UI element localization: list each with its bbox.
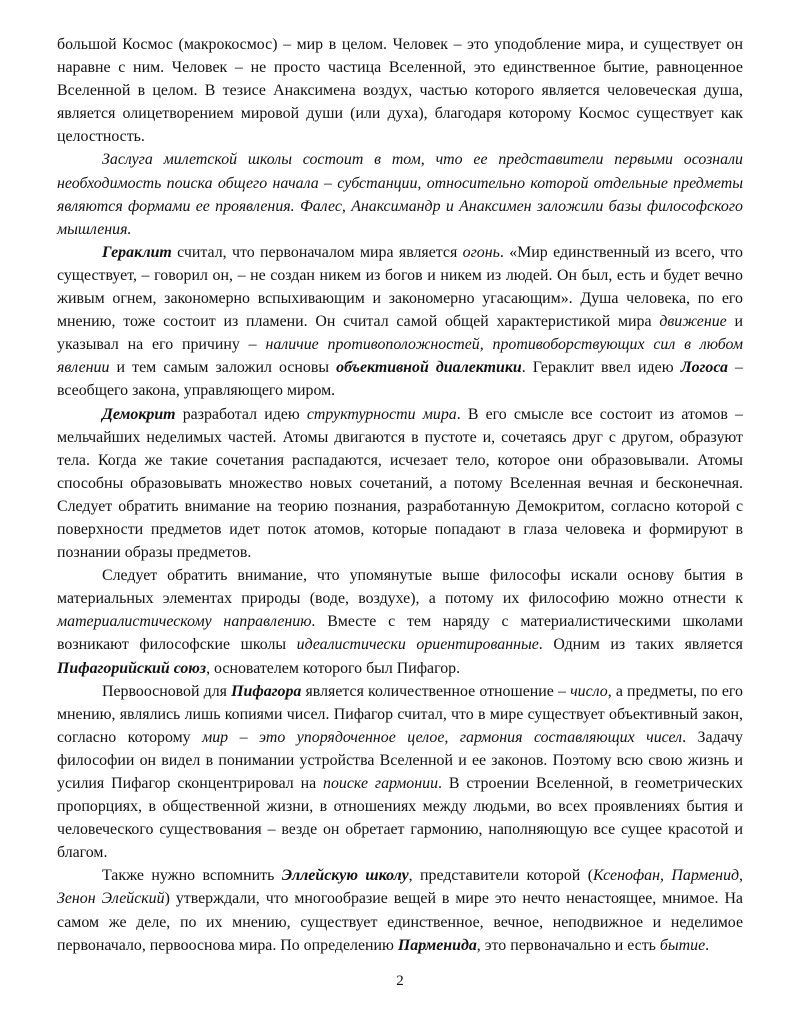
text-run: . В строении Вселенной, в геометрических пропорциях, в общественной жизни, в отношениях между людьми, во всех проявлениях бытия и человеческого существования – везде он обретает гармонию, наполняющую все сущее красотой и благом. bbox=[57, 775, 743, 862]
italic-text: наличие противоположностей, противоборствующих сил в любом явлении bbox=[57, 336, 743, 377]
text-run: является количественное отношение – bbox=[301, 682, 571, 700]
text-run: разработал идею bbox=[175, 405, 307, 423]
text-run: и указывал на его причину – bbox=[57, 313, 743, 354]
paragraph bbox=[57, 864, 743, 956]
bold-italic-term: Демокрит bbox=[102, 405, 176, 423]
text-run: – всеобщего закона, управляющего миром. bbox=[57, 359, 743, 400]
italic-text: Заслуга милетской школы состоит в том, что ее представители первыми осознали необходимость поиска общего начала – субстанции, относительно которой отдельные предметы являются формами ее проявления. Фалес, Анаксимандр и Анаксимен заложили базы философского мышления. bbox=[57, 151, 743, 238]
text-run: большой Космос (макрокосмос) – мир в целом. Человек – это уподобление мира, и существует он наравне с ним. Человек – не просто частица Вселенной, это единственное бытие, равноценное Вселенной в целом. В тезисе Анаксимена воздух, частью которого является человеческая душа, является олицетворением мировой души (или духа), благодаря которому Космос существует как целостность. bbox=[57, 36, 743, 146]
text-run: считал, что первоначалом мира является bbox=[171, 243, 463, 261]
text-run: , основателем которого был Пифагор. bbox=[206, 659, 461, 677]
italic-text: идеалистически ориентированные bbox=[296, 636, 539, 654]
text-run: , представители которой ( bbox=[408, 867, 594, 885]
bold-italic-term: Пифагора bbox=[231, 682, 302, 700]
italic-text: поиске гармонии bbox=[323, 775, 439, 792]
italic-text: структурности мира bbox=[306, 405, 457, 423]
text-run: Также нужно вспомнить bbox=[102, 867, 282, 885]
paragraph bbox=[57, 564, 743, 679]
paragraph bbox=[57, 403, 743, 565]
bold-italic-term: объективной диалектики bbox=[336, 359, 522, 377]
italic-text: бытие bbox=[659, 936, 706, 954]
bold-italic-term: Пифагорийский союз bbox=[57, 659, 207, 677]
text-run: . В его смысле все состоит из атомов – мельчайших неделимых частей. Атомы двигаются в пустоте и, сочетаясь друг с другом, образуют тела. Когда же такие сочетания распадаются, исчезает тело, которое они образовывали. Атомы способны образовывать множество новых сочетаний, а потому Вселенная вечная и бесконечная. Следует обратить внимание на теорию познания, разработанную Демокритом, согласно которой с поверхности предметов идет поток атомов, которые попадают в глаза человека и формируют в познании образы предметов. bbox=[57, 405, 743, 562]
bold-italic-term: Гераклит bbox=[102, 243, 172, 261]
italic-text: число bbox=[570, 682, 608, 700]
italic-text: материалистическому направлению bbox=[57, 613, 312, 631]
italic-text: огонь bbox=[462, 243, 500, 261]
text-run: , а предметы, по его мнению, являлись лишь копиями чисел. Пифагор считал, что в мире существует объективный закон, согласно которому bbox=[57, 682, 743, 746]
bold-italic-term: Логоса bbox=[680, 359, 728, 377]
paragraph bbox=[57, 241, 743, 403]
italic-text: Ксенофан, Парменид, Зенон Элейский bbox=[57, 867, 744, 908]
italic-text: движение bbox=[659, 313, 727, 331]
italic-text: мир – это упорядоченное целое, гармония составляющих чисел bbox=[202, 728, 683, 746]
text-run: . Вместе с тем наряду с материалистическими школами возникают философские школы bbox=[57, 613, 743, 654]
paragraph bbox=[57, 148, 743, 240]
bold-italic-term: Эллейскую школу bbox=[281, 867, 409, 885]
text-run: , это первоначально и есть bbox=[476, 936, 660, 954]
paragraph bbox=[57, 680, 743, 865]
bold-italic-term: Парменида bbox=[397, 936, 477, 954]
text-run: Следует обратить внимание, что упомянутые выше философы искали основу бытия в материальных элементах природы (воде, воздухе), а потому их философию можно отнести к bbox=[57, 567, 743, 608]
text-run: Первоосновой для bbox=[102, 682, 232, 700]
text-run: . Одним из таких является bbox=[538, 636, 743, 654]
text-run: . bbox=[705, 936, 710, 954]
text-run: и тем самым заложил основы bbox=[109, 359, 337, 377]
text-run: ) утверждали, что многообразие вещей в мире это нечто ненастоящее, мнимое. На самом же деле, по их мнению, существует единственное, вечное, неподвижное и неделимое первоначало, первооснова мира. По определению bbox=[57, 890, 743, 954]
page-number: 2 bbox=[396, 973, 404, 989]
text-run: . Задачу философии он видел в понимании устройства Вселенной и ее законов. Поэтому всю свою жизнь и усилия Пифагор сконцентрировал на bbox=[57, 728, 743, 792]
text-run: . «Мир единственный из всего, что существует, – говорил он, – не создан никем из богов и никем из людей. Он был, есть и будет вечно живым огнем, закономерно вспыхивающим и закономерно угасающим». Душа человека, по его мнению, тоже состоит из пламени. Он считал самой общей характеристикой мира bbox=[57, 243, 743, 331]
paragraph bbox=[57, 33, 743, 148]
document-body bbox=[57, 33, 743, 957]
text-run: . Гераклит ввел идею bbox=[521, 359, 681, 377]
